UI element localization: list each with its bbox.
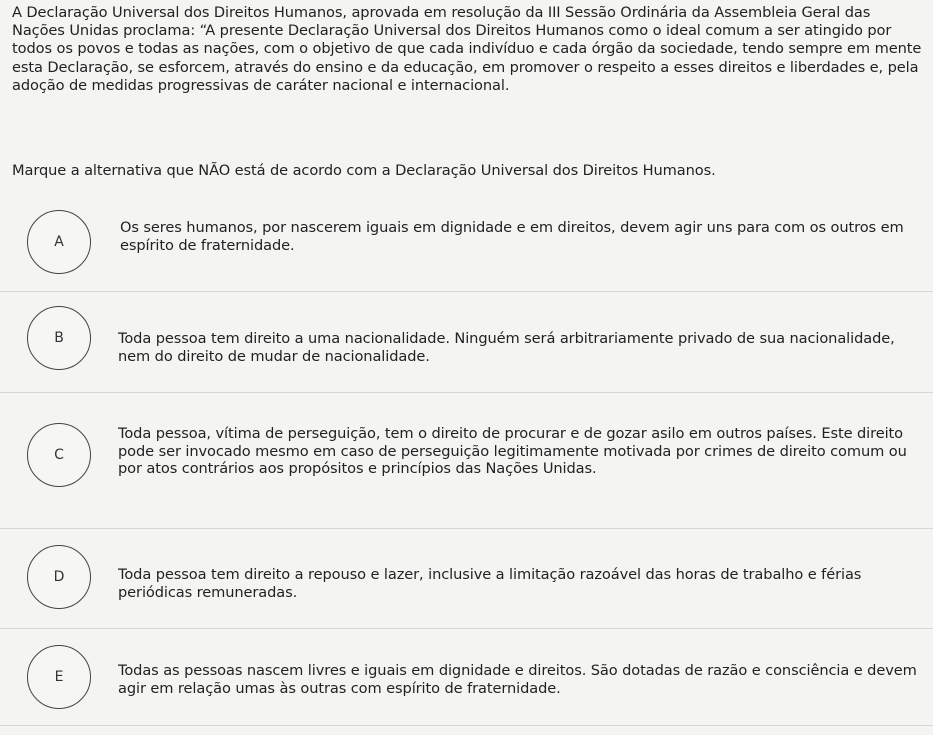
option-c-radio[interactable] — [27, 423, 91, 487]
option-c-text: Toda pessoa, vítima de perseguição, tem o direito de procurar e de gozar asilo em outros países. Este direito pode ser invocado mesmo em caso de perseguição legitimamente motivada por crimes de direito comum ou por atos contrários aos propósitos e princípios das Nações Unidas. — [118, 425, 907, 478]
option-a[interactable] — [0, 205, 933, 285]
option-a-text: Os seres humanos, por nascerem iguais em dignidade e em direitos, devem agir uns para com os outros em espírito de fraternidade. — [120, 219, 904, 254]
option-d-text: Toda pessoa tem direito a repouso e lazer, inclusive a limitação razoável das horas de trabalho e férias periódicas remuneradas. — [118, 566, 862, 601]
question-stem: A Declaração Universal dos Direitos Humanos, aprovada em resolução da III Sessão Ordinária da Assembleia Geral das Nações Unidas proclama: “A presente Declaração Universal dos Direitos Humanos como o ideal comum a ser atingido por todos os povos e todas as nações, com o objetivo de que cada indivíduo e cada órgão da sociedade, tendo sempre em mente esta Declaração, se esforcem, através do ensino e da educação, em promover o respeito a esses direitos e liberdades e, pela adoção de medidas progressivas de caráter nacional e internacional. — [12, 4, 922, 94]
divider — [0, 725, 933, 726]
divider — [0, 628, 933, 629]
option-a-radio[interactable] — [27, 210, 91, 274]
option-d-letter: D — [53, 569, 65, 585]
option-d[interactable] — [0, 535, 933, 620]
question-prompt: Marque a alternativa que NÃO está de acordo com a Declaração Universal dos Direitos Humanos. — [12, 162, 716, 179]
option-e-letter: E — [54, 669, 64, 685]
option-b-letter: B — [54, 330, 64, 346]
option-a-letter: A — [54, 234, 64, 250]
option-e-radio[interactable] — [27, 645, 91, 709]
divider — [0, 291, 933, 292]
option-e[interactable] — [0, 635, 933, 730]
option-e-text: Todas as pessoas nascem livres e iguais em dignidade e direitos. São dotadas de razão e consciência e devem agir em relação umas às outras com espírito de fraternidade. — [118, 662, 917, 697]
option-c-letter: C — [54, 447, 64, 463]
divider — [0, 528, 933, 529]
divider — [0, 392, 933, 393]
option-b-text: Toda pessoa tem direito a uma nacionalidade. Ninguém será arbitrariamente privado de sua nacionalidade, nem do direito de mudar de nacionalidade. — [118, 330, 895, 365]
option-b-radio[interactable] — [27, 306, 91, 370]
option-d-radio[interactable] — [27, 545, 91, 609]
option-b[interactable] — [0, 300, 933, 380]
option-c[interactable] — [0, 400, 933, 520]
